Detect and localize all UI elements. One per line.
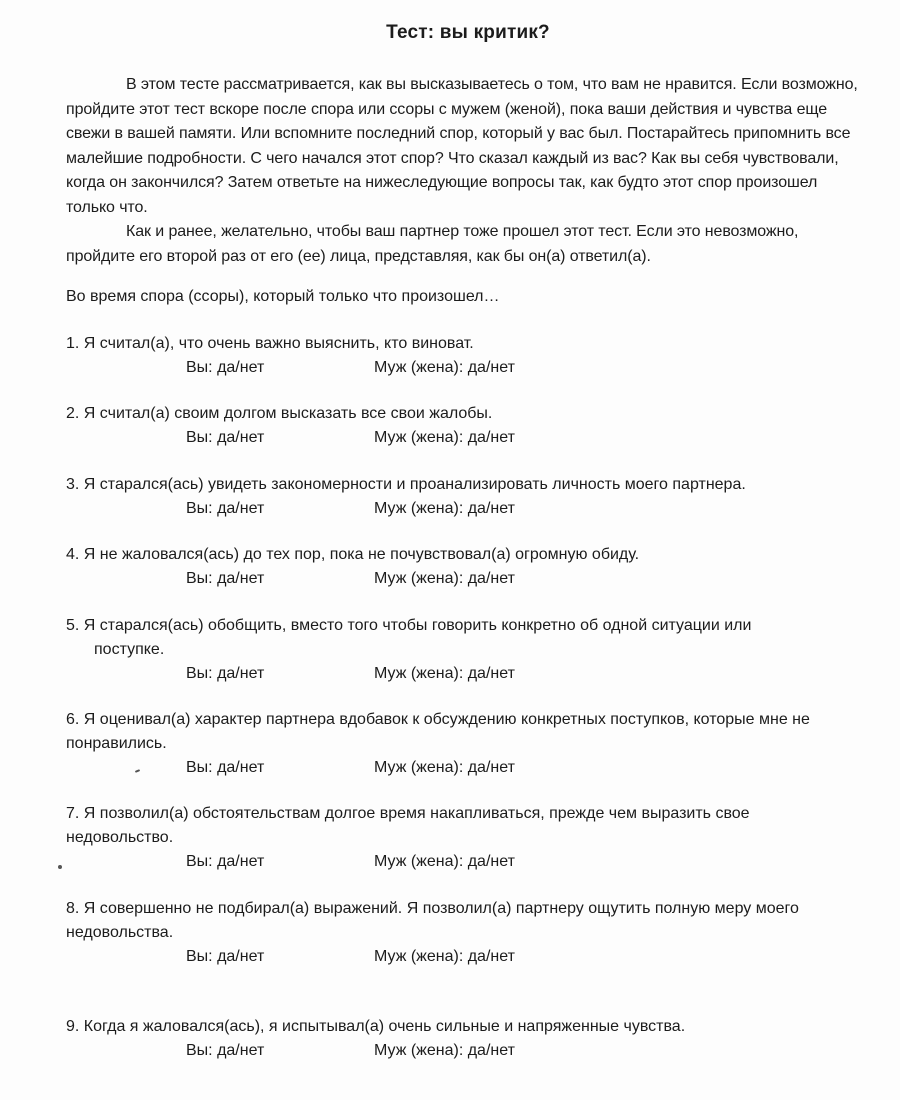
- question-item: [66, 543, 866, 591]
- answer-you: Вы: да/нет: [186, 359, 265, 376]
- answer-you: Вы: да/нет: [186, 429, 265, 446]
- answer-spouse: Муж (жена): да/нет: [374, 429, 515, 446]
- answer-you: Вы: да/нет: [186, 665, 265, 682]
- questions-lead: Во время спора (ссоры), который только что произошел…: [66, 288, 500, 305]
- question-text: 3. Я старался(ась) увидеть закономерности и проанализировать личность моего партнера.: [66, 476, 746, 493]
- answer-row: [66, 567, 866, 591]
- answer-you: Вы: да/нет: [186, 948, 265, 965]
- question-text: 8. Я совершенно не подбирал(а) выражений. Я позволил(а) партнеру ощутить полную меру моего: [66, 900, 799, 917]
- answer-spouse: Муж (жена): да/нет: [374, 570, 515, 587]
- question-item: [66, 614, 866, 686]
- answer-row: [66, 426, 866, 450]
- intro-paragraph: Как и ранее, желательно, чтобы ваш партнер тоже прошел этот тест. Если это невозможно, пройдите его второй раз от его (ее) лица, представляя, как бы он(а) ответил(а).: [66, 223, 799, 265]
- page-title: Тест: вы критик?: [386, 22, 550, 43]
- question-text: 6. Я оценивал(а) характер партнера вдобавок к обсуждению конкретных поступков, которые мне не: [66, 711, 810, 728]
- question-text: 2. Я считал(а) своим долгом высказать все свои жалобы.: [66, 405, 493, 422]
- question-item: [66, 802, 866, 874]
- answer-spouse: Муж (жена): да/нет: [374, 500, 515, 517]
- answer-spouse: Муж (жена): да/нет: [374, 665, 515, 682]
- answer-row: [66, 945, 866, 969]
- question-text-continued: недовольства.: [66, 924, 174, 941]
- question-text-continued: понравились.: [66, 735, 167, 752]
- question-text: 4. Я не жаловался(ась) до тех пор, пока не почувствовал(а) огромную обиду.: [66, 546, 640, 563]
- question-text: 9. Когда я жаловался(ась), я испытывал(а) очень сильные и напряженные чувства.: [66, 1018, 686, 1035]
- answer-spouse: Муж (жена): да/нет: [374, 853, 515, 870]
- question-text: 1. Я считал(а), что очень важно выяснить, кто виноват.: [66, 335, 474, 352]
- answer-you: Вы: да/нет: [186, 1042, 265, 1059]
- answer-row: [66, 850, 866, 874]
- answer-spouse: Муж (жена): да/нет: [374, 948, 515, 965]
- question-item: [66, 473, 866, 521]
- intro-paragraph: В этом тесте рассматривается, как вы высказываетесь о том, что вам не нравится. Если возможно, пройдите этот тест вскоре после спора или ссоры с мужем (женой), пока ваши действия и чувства еще свежи в вашей памяти. Или вспомните последний спор, который у вас был. Постарайтесь припомнить все малейшие подробности. С чего начался этот спор? Что сказал каждый из вас? Как вы себя чувствовали, когда он закончился? Затем ответьте на нижеследующие вопросы так, как будто этот спор произошел только что.: [66, 76, 858, 216]
- scan-speck: [58, 865, 62, 869]
- answer-row: [66, 756, 866, 780]
- answer-row: [66, 662, 866, 686]
- question-item: [66, 897, 866, 969]
- answer-row: [66, 1039, 866, 1063]
- question-text-continued: недовольство.: [66, 829, 174, 846]
- question-text-continued: поступке.: [94, 641, 165, 658]
- answer-row: [66, 356, 866, 380]
- question-item: [66, 402, 866, 450]
- question-item: [66, 708, 866, 780]
- answer-row: [66, 497, 866, 521]
- intro-text: [66, 73, 866, 269]
- answer-you: Вы: да/нет: [186, 500, 265, 517]
- answer-you: Вы: да/нет: [186, 570, 265, 587]
- question-text: 5. Я старался(ась) обобщить, вместо того чтобы говорить конкретно об одной ситуации или: [66, 617, 752, 634]
- answer-you: Вы: да/нет: [186, 759, 265, 776]
- answer-spouse: Муж (жена): да/нет: [374, 359, 515, 376]
- question-item: [66, 332, 866, 380]
- answer-spouse: Муж (жена): да/нет: [374, 759, 515, 776]
- answer-spouse: Муж (жена): да/нет: [374, 1042, 515, 1059]
- answer-you: Вы: да/нет: [186, 853, 265, 870]
- question-text: 7. Я позволил(а) обстоятельствам долгое время накапливаться, прежде чем выразить свое: [66, 805, 750, 822]
- question-item: [66, 1015, 866, 1063]
